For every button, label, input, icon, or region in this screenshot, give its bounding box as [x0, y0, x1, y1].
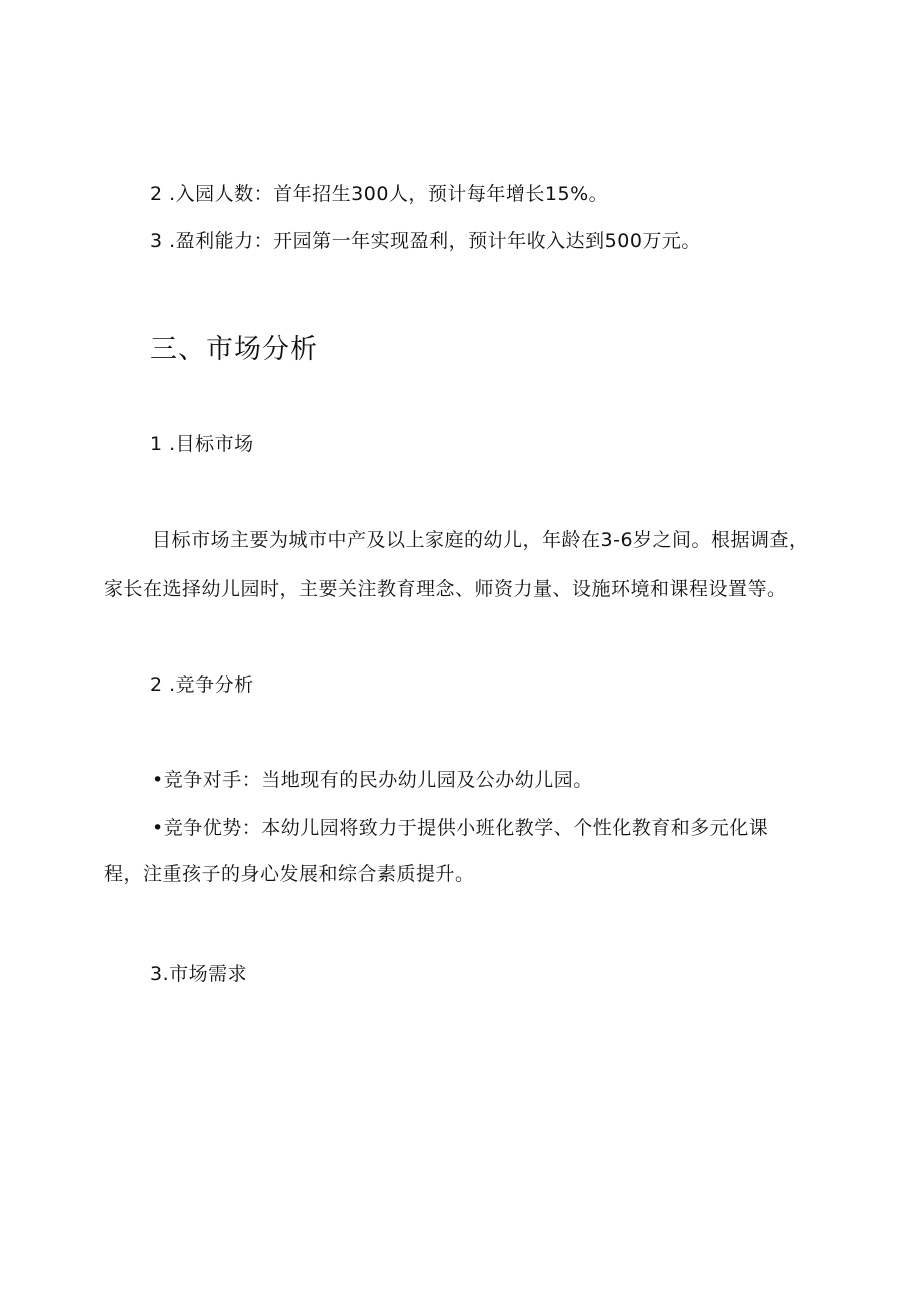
subheading-market-demand: 3.市场需求	[150, 963, 248, 985]
paragraph-target-market-line1: 目标市场主要为城市中产及以上家庭的幼儿，年龄在3-6岁之间。根据调查，	[152, 529, 809, 551]
section-heading-market-analysis: 三、市场分析	[150, 334, 318, 365]
subheading-competition-analysis: 2 .竞争分析	[150, 674, 254, 696]
list-item-enrollment: 2 .入园人数：首年招生300人，预计每年增长15%。	[150, 183, 609, 205]
bullet-competitors: •竞争对手：当地现有的民办幼儿园及公办幼儿园。	[152, 769, 593, 791]
list-item-profitability: 3 .盈利能力：开园第一年实现盈利，预计年收入达到500万元。	[150, 230, 701, 252]
bullet-advantages-line1: •竞争优势：本幼儿园将致力于提供小班化教学、个性化教育和多元化课	[152, 817, 769, 839]
subheading-target-market: 1 .目标市场	[150, 433, 254, 455]
paragraph-target-market-line2: 家长在选择幼儿园时，主要关注教育理念、师资力量、设施环境和课程设置等。	[104, 578, 787, 600]
bullet-advantages-line2: 程，注重孩子的身心发展和综合素质提升。	[104, 863, 475, 885]
